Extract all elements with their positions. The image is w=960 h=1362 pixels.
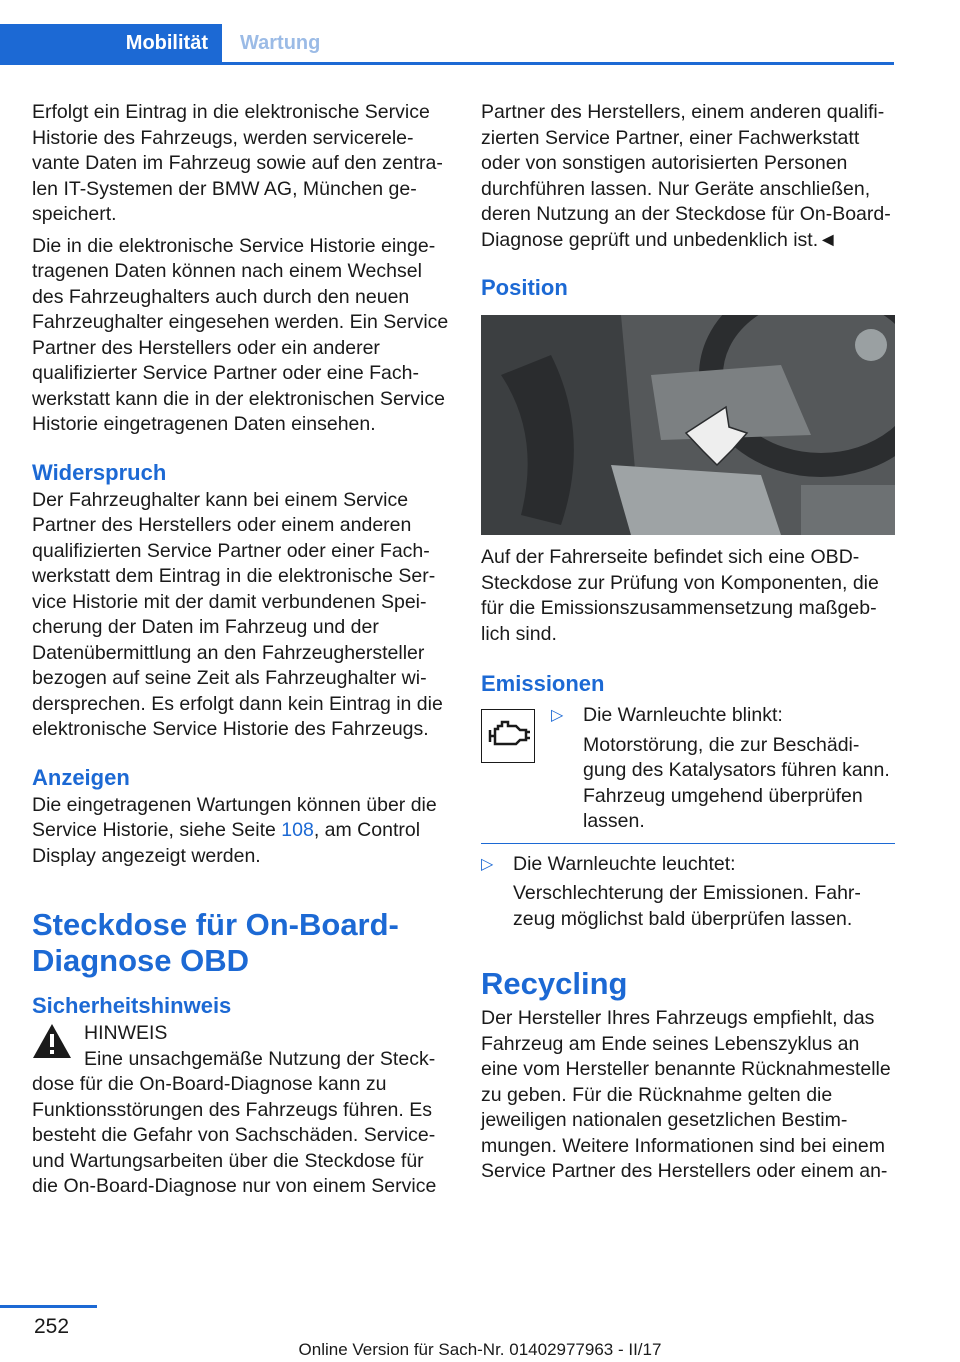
heading-recycling: Recycling: [481, 966, 628, 1001]
right-column: [481, 100, 895, 1191]
warning-text: Eine unsachgemäße Nutzung der Steckdose für die On-Board-Diagnose kann zu Funktionsstörungen des Fahrzeugs führen. Es besteht die Gefahr von Sachschäden. Service- und Wartungsarbeiten über die Steckdose für die On-Board-Diagnose nur von einem Service: [32, 1047, 437, 1197]
bullet-triangle-icon: ▷: [551, 707, 564, 724]
left-column: [32, 100, 449, 1206]
paragraph: Auf der Fahrerseite befindet sich eine OBD-Steckdose zur Prüfung von Komponenten, die für die Emissionszusammensetzung maßgeblich sind.: [481, 546, 879, 645]
emission-row: [481, 703, 895, 835]
heading-anzeigen: Anzeigen: [32, 764, 130, 790]
warning-title: HINWEIS: [84, 1022, 168, 1044]
heading-obd: Steckdose für On-Board-Diagnose OBD: [32, 907, 399, 978]
tab-wartung[interactable]: Wartung: [240, 32, 321, 54]
bullet-triangle-icon: ▷: [481, 855, 494, 873]
heading-position: Position: [481, 275, 568, 300]
paragraph: Partner des Herstellers, einem anderen qualifizierten Service Partner, einer Fachwerkstatt oder von sonstigen autorisierten Personen durchführen lassen. Nur Geräte anschließen, deren Nutzung an der Steckdose für On-Board-Diagnose geprüft und unbedenklich ist.◄: [481, 101, 891, 251]
obd-position-photo: [481, 315, 895, 535]
online-version: Online Version für Sach-Nr. 01402977963 - II/17: [298, 1340, 662, 1359]
heading-emissionen: Emissionen: [481, 671, 605, 696]
page-link[interactable]: 108: [281, 819, 314, 841]
list-item: ▷ Die Warnleuchte leuchtet: Verschlechterung der Emissionen. Fahrzeug möglichst bald überprüfen lassen.: [481, 852, 861, 930]
divider: [481, 843, 895, 844]
paragraph: Die in die elektronische Service Historie eingetragenen Daten können nach einem Wechsel des Fahrzeughalters auch durch den neuen Fahrzeughalter eingesehen werden. Ein Service Partner des Herstellers oder ein anderer qualifizierter Service Partner oder eine Fachwerkstatt kann die in der elektronischen Service Historie eingetragenen Daten einsehen.: [32, 234, 449, 435]
engine-warning-icon: [481, 709, 535, 763]
warning-triangle-icon: [32, 1023, 72, 1059]
warning-block: [32, 1021, 449, 1047]
page-number: 252: [34, 1315, 70, 1338]
heading-widerspruch: Widerspruch: [32, 459, 167, 485]
tab-mobilitaet[interactable]: Mobilität: [0, 24, 222, 62]
paragraph: Die eingetragenen Wartungen können über die Service Historie, siehe Seite 108, am Control Display angezeigt werden.: [32, 793, 437, 867]
list-item: ▷ Die Warnleuchte blinkt: Motorstörung, die zur Beschädigung des Katalysators führen kann. Fahrzeug umgehend überprüfen lassen.: [551, 704, 890, 832]
heading-sicherheitshinweis: Sicherheitshinweis: [32, 993, 232, 1018]
paragraph: Erfolgt ein Eintrag in die elektronische Service Historie des Fahrzeugs, werden servicerelevante Daten im Fahrzeug sowie auf den zentralen IT-Systemen der BMW AG, München gespeichert.: [32, 101, 443, 225]
paragraph: Der Fahrzeughalter kann bei einem Service Partner des Herstellers oder einem anderen qualifizierten Service Partner oder einer Fachwerkstatt dem Eintrag in die elektronische Service Historie mit der damit verbundenen Speicherung der Daten im Fahrzeug und der Datenübermittlung an den Fahrzeughersteller bezogen auf seine Zeit als Fahrzeughalter widersprechen. Es erfolgt dann kein Eintrag in die elektronische Service Historie des Fahrzeugs.: [32, 488, 443, 740]
footer-line: [0, 1305, 97, 1308]
paragraph: Der Hersteller Ihres Fahrzeugs empfiehlt, das Fahrzeug am Ende seines Lebenszyklus an eine vom Hersteller benannte Rücknahmestelle zu geben. Für die Rücknahme gelten die jeweiligen nationalen gesetzlichen Bestimmungen. Weitere Informationen sind bei einem Service Partner des Herstellers oder einem an-: [481, 1007, 891, 1182]
header-tabs: [0, 24, 894, 65]
